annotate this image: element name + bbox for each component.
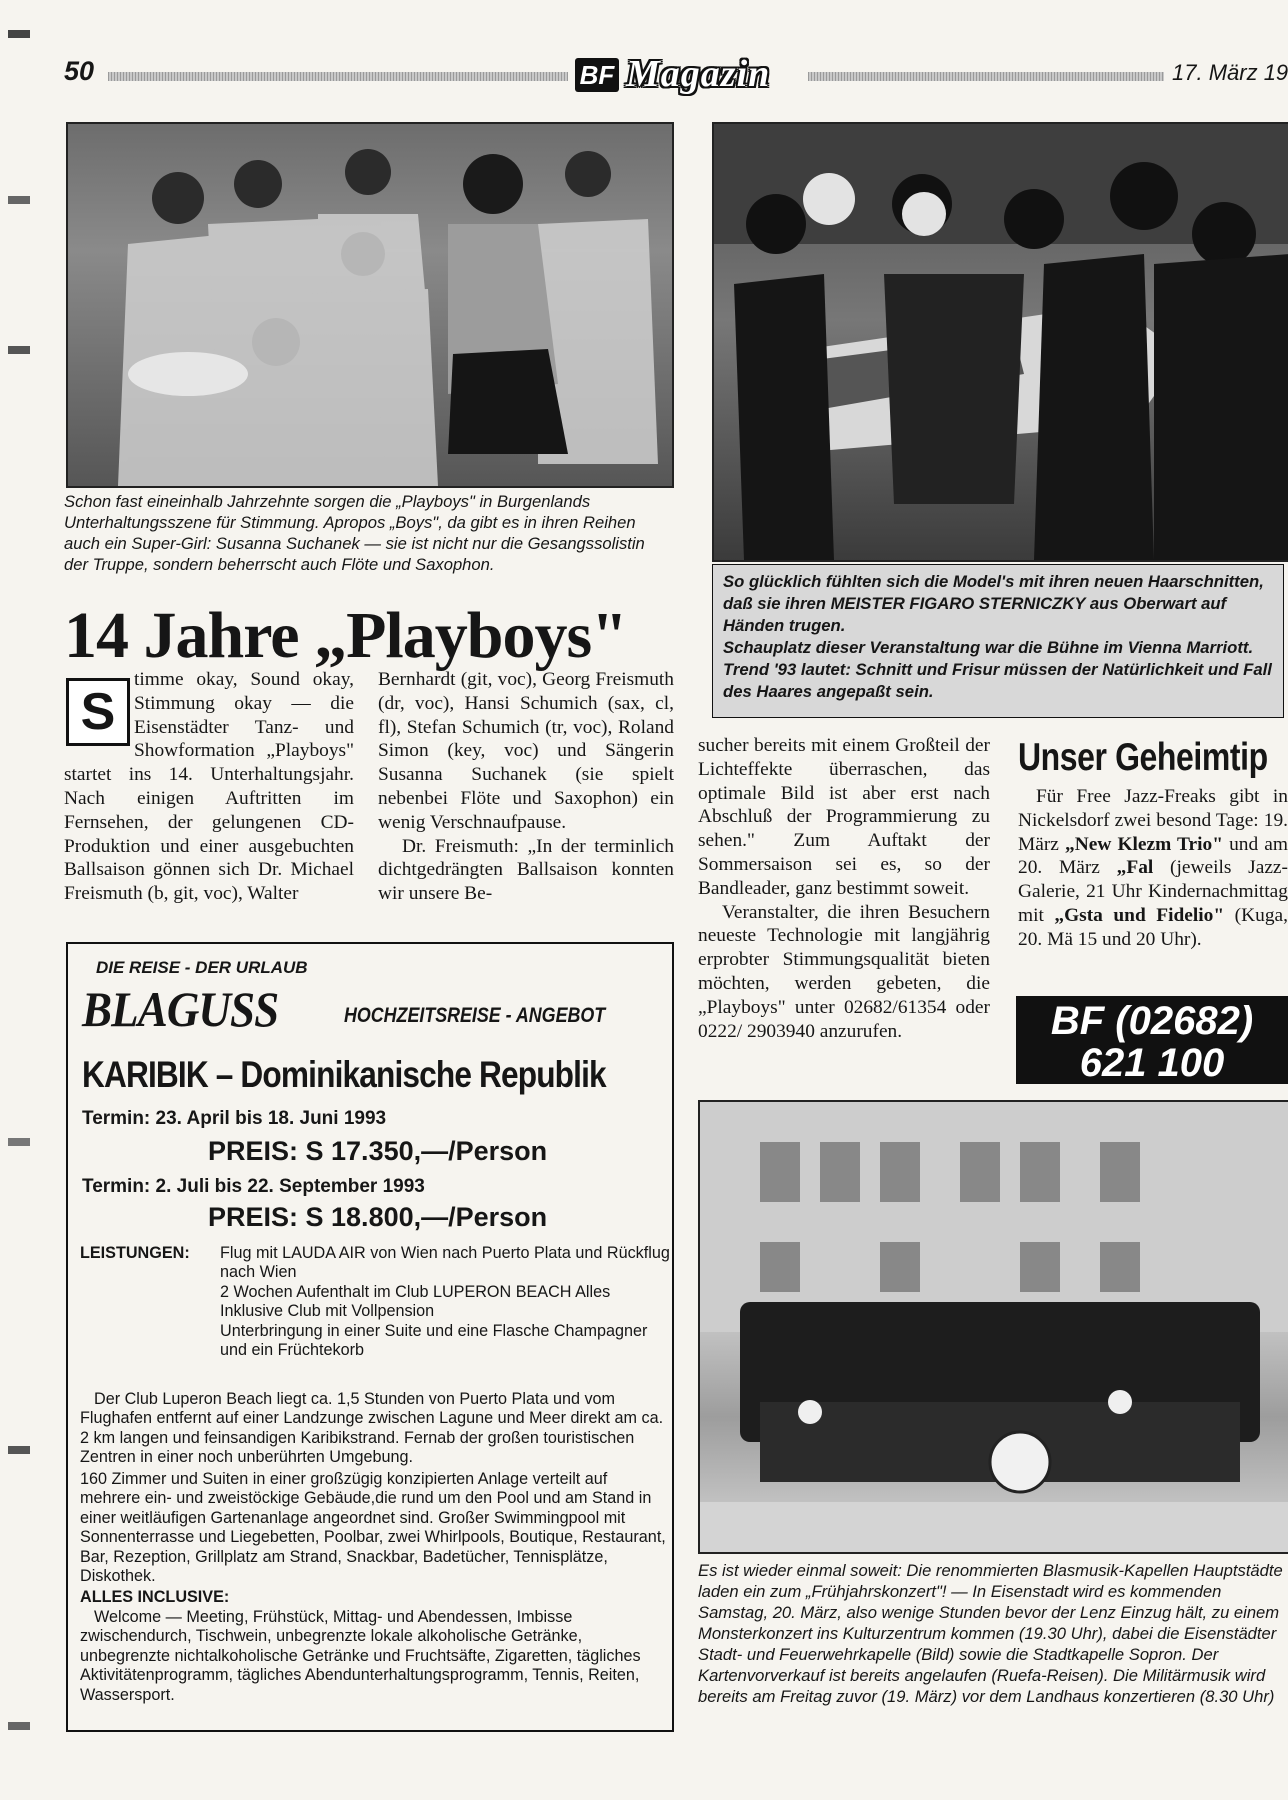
tip-band-2: „Fal [1116,857,1154,879]
ad-preis-2: PREIS: S 18.800,—/Person [208,1202,548,1232]
ad-destination: KARIBIK – Dominikanische Republik [82,1054,606,1095]
page-number: 50 [64,56,95,86]
ad-termin-1: Termin: 23. April bis 18. Juni 1993 [82,1108,387,1129]
ad-brand-logo: BLAGUSS [82,981,279,1037]
tip-title: Unser Geheimtip [1018,736,1268,779]
article-col2-para2: Dr. Freismuth: „In der terminlich dichtgedrängten Ballsaison konnten wir unsere Be- [378,835,674,905]
header-rule-right [808,72,1164,81]
drop-cap: S [66,678,130,746]
blasmusik-caption: Es ist wieder einmal soweit: Die renommierten Blasmusik-Kapellen Hauptstädte laden ein zum „Frühjahrskonzert"! — In Eisenstadt wird es kommenden Samstag, 20. März, also wenige Stunden bevor der Lenz Einzug hält, zu einem Monsterkonzert ins Kulturzentrum kommen (19.30 Uhr), dabei die Eisenstädter Stadt- und Feuerwehrkapelle (Bild) sowie die Stadtkapelle Sopron. Der Kartenvorverkauf ist bereits angelaufen (Ruefa-Reisen). Die Militärmusik wird bereits am Freitag zuvor (19. März) vor dem Landhaus konzertieren (8.30 Uhr) [698,1561,1283,1706]
tip-text [1018,785,1288,952]
models-illustration [714,124,1288,560]
bf-phone-line2: 621 100 [1079,1041,1225,1085]
ad-leistungen-label: LEISTUNGEN: [80,1244,190,1262]
ad-leistung-item: Unterbringung in einer Suite und eine Flasche Champagner und ein Früchtekorb [220,1321,648,1360]
article-column-3 [698,734,990,1043]
hairdresser-caption-box [712,564,1284,718]
scan-mark [8,30,30,38]
ad-paragraph-2: 160 Zimmer und Suiten in einer großzügig konzipierten Anlage verteilt auf mehrere ein- und zweistöckige Gebäude,die rund um den Pool und am Stand in einer weitläufigen Gartenanlage angeordnet sind. Großer Swimmingpool mit Sonnenterrasse und Liegebetten, Poolbar, zwei Whirlpools, Boutique, Restaurant, Bar, Rezeption, Grillplatz am Strand, Snackbar, Badetücher, Tennisplätze, Diskothek. [80,1470,666,1586]
playboys-band-photo [66,122,674,488]
scan-mark [8,346,30,354]
article-column-2 [378,668,674,906]
hairdresser-photo [712,122,1288,562]
ad-paragraph-1: Der Club Luperon Beach liegt ca. 1,5 Stunden von Puerto Plata und vom Flughafen entfernt auf einer Landzunge zwischen Lagune und Meer direkt am ca. 2 km langen und feinsandigen Karibikstrand. Fernab der großen touristischen Zentren in einer noch unberührten Umgebung. [80,1390,664,1467]
ad-inclusive-label: ALLES INCLUSIVE: [80,1588,230,1606]
blasmusik-photo [698,1100,1288,1554]
tip-band-1: „New Klezm Trio" [1065,833,1223,855]
tip-text-1: Für Free Jazz-Freaks gibt in Nickelsdorf zwei besond Tage: 19. März [1018,786,1288,855]
article-headline: 14 Jahre „Playboys" [64,599,627,672]
scan-mark [8,1446,30,1454]
blaguss-travel-ad [66,942,674,1732]
ad-preis-1: PREIS: S 17.350,—/Person [208,1136,548,1166]
header-rule-left [108,72,568,81]
bf-logo: BF [575,58,619,92]
ad-inclusive-text: Welcome — Meeting, Frühstück, Mittag- und Abendessen, Imbisse zwischendurch, Tischwein, unbegrenzte lokale alkoholische Getränke, unbegrenzte nichtalkoholische Getränke und Fruchtsäfte, Zigaretten, tägliches Aktivitätenprogramm, tägliches Abendunterhaltungsprogramm, Tennis, Reiten, Wassersport. [80,1608,641,1704]
playboys-photo-caption: Schon fast eineinhalb Jahrzehnte sorgen die „Playboys" in Burgenlands Unterhaltungsszene für Stimmung. Apropos „Boys", da gibt es in ihren Reihen auch ein Super-Girl: Susanna Suchanek — sie ist nicht nur die Gesangssolistin der Truppe, sondern beherrscht auch Flöte und Saxophon. [64,492,645,574]
tip-band-3: „Gsta und Fidelio" [1054,904,1225,926]
hairdresser-caption-line1: So glücklich fühlten sich die Model's mit ihren neuen Haarschnitten, daß sie ihren MEISTER FIGARO STERNICZKY aus Oberwart auf Händen trugen. [723,572,1264,635]
bf-phone-box [1016,996,1288,1084]
hairdresser-caption-line2: Schauplatz dieser Veranstaltung war die Bühne im Vienna Marriott. Trend '93 lautet: Schnitt und Frisur müssen der Natürlichkeit und Fall des Haares angepaßt sein. [723,638,1272,701]
tip-text-3: (jeweils Jazz-Galerie, 21 Uhr Kindernachmittag mit [1018,857,1288,926]
ad-tagline: DIE REISE - DER URLAUB [96,958,308,977]
scan-mark [8,1138,30,1146]
tip-text-2: und am 20. März [1018,833,1288,879]
magazin-logo: Magazin [626,53,771,95]
issue-date: 17. März 19 [1172,60,1288,85]
article-col3-para1: sucher bereits mit einem Großteil der Lichteffekte überraschen, das optimale Bild ist aber erst nach Abschluß der Programmierung zu sehen." Zum Auftakt der Sommersaison sei es, so der Bandleader, ganz bestimmt soweit. [698,735,990,899]
scan-mark [8,1722,30,1730]
scan-mark [8,196,30,204]
article-column-1 [64,668,354,906]
article-col3-para2: Veranstalter, die ihren Besuchern neueste Technologie mit langjährig erprobter Stimmungsqualität bieten möchten, werden gebeten, die „Playboys" unter 02682/61354 oder 0222/ 2903940 anzurufen. [698,901,990,1042]
dropcap-spacer [64,668,134,740]
bf-phone-line1: BF (02682) [1050,999,1254,1043]
ad-offer: HOCHZEITSREISE - ANGEBOT [344,1004,606,1027]
tip-text-4: (Kuga, 20. Mä 15 und 20 Uhr). [1018,904,1288,950]
article-col2-para1: Bernhardt (git, voc), Georg Freismuth (dr, voc), Hansi Schumich (sax, cl, fl), Stefan Schumich (tr, voc), Roland Simon (key, voc) und Sängerin Susanna Suchanek (sie spielt nebenbei Flöte und Saxophon) ein wenig Verschnaufpause. [378,669,674,833]
ad-termin-2: Termin: 2. Juli bis 22. September 1993 [82,1176,425,1197]
band-figures-illustration [68,124,672,486]
brass-band-illustration [700,1102,1288,1552]
article-col1-text: timme okay, Sound okay, Stimmung okay — die Eisenstädter Tanz- und Showformation „Playboys" startet ins 14. Unterhaltungsjahr. Nach einigen Auftritten im Fernsehen, der gelungenen CD-Produktion und einer ausgebuchten Ballsaison gönnen sich Dr. Michael Freismuth (b, git, voc), Walter [64,669,354,905]
ad-leistungen-list [220,1244,672,1360]
ad-leistung-item: 2 Wochen Aufenthalt im Club LUPERON BEACH Alles Inklusive Club mit Vollpension [220,1282,611,1321]
ad-leistung-item: Flug mit LAUDA AIR von Wien nach Puerto Plata und Rückflug nach Wien [220,1244,670,1282]
